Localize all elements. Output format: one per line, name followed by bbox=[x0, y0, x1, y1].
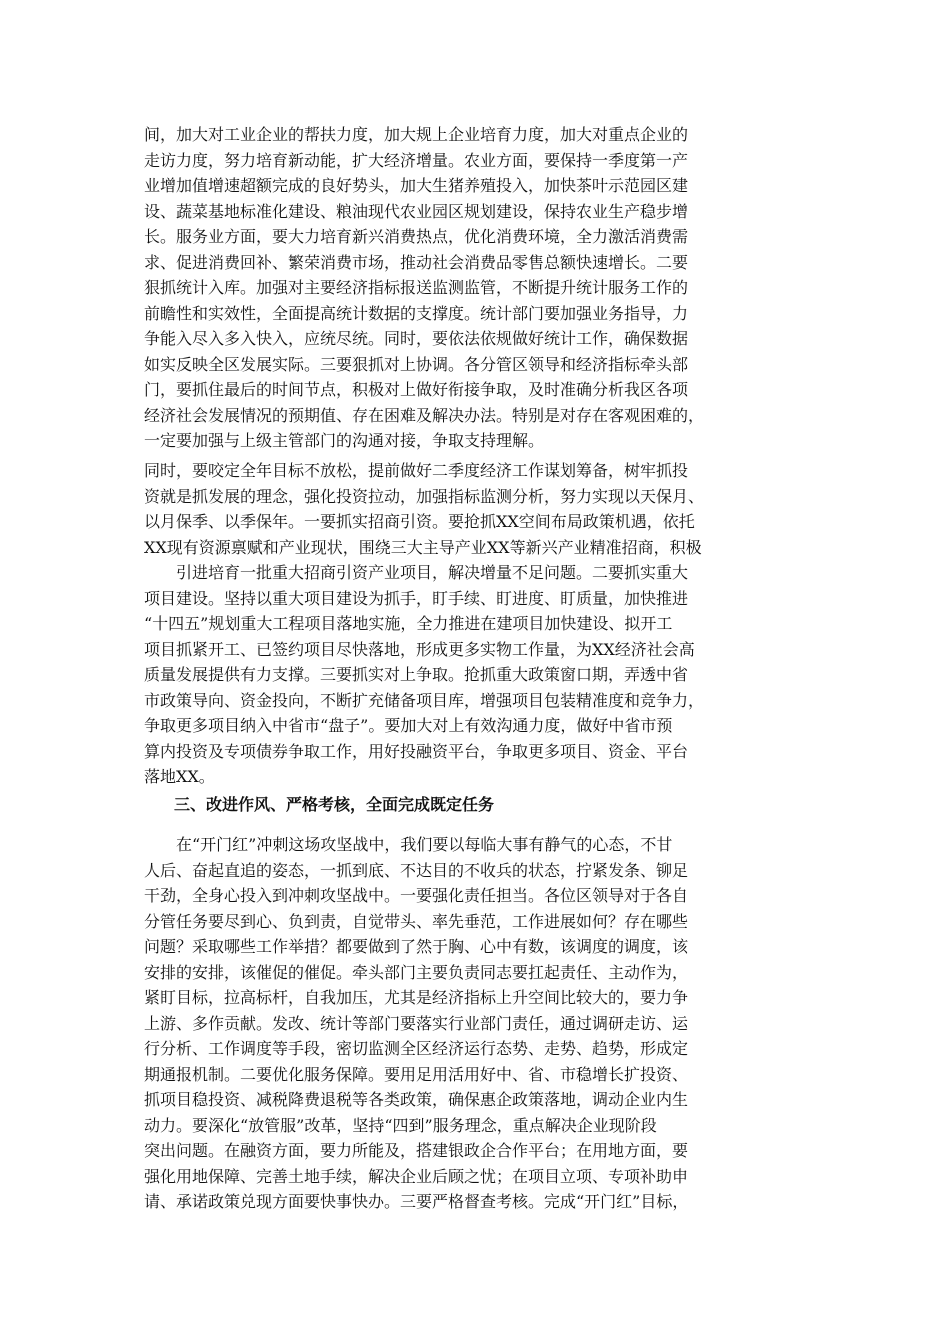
text-line: 经济社会发展情况的预期值、存在困难及解决办法。特别是对存在客观困难的， bbox=[144, 405, 705, 425]
text-line: 期通报机制。二要优化服务保障。要用足用活用好中、省、市稳增长扩投资、 bbox=[144, 1064, 689, 1084]
text-line: 业增加值增速超额完成的良好势头，加大生猪养殖投入，加快茶叶示范园区建 bbox=[144, 176, 689, 195]
text-line: 问题？采取哪些工作举措？都要做到了然于胸、心中有数，该调度的调度，该 bbox=[144, 937, 689, 956]
text-line: 人后、奋起直追的姿态，一抓到底、不达目的不收兵的状态，拧紧发条、铆足 bbox=[144, 860, 689, 880]
text-line: 走访力度，努力培育新动能，扩大经济增量。农业方面，要保持一季度第一产 bbox=[144, 150, 689, 170]
paragraph-2 bbox=[144, 458, 824, 790]
text-line: 争取更多项目纳入中省市“盘子”。要加大对上有效沟通力度，做好中省市预 bbox=[144, 716, 673, 735]
text-line: 紧盯目标，拉高标杆，自我加压，尤其是经济指标上升空间比较大的，要力争 bbox=[144, 988, 689, 1007]
text-line: 如实反映全区发展实际。三要狠抓对上协调。各分管区领导和经济指标牵头部 bbox=[144, 354, 689, 374]
text-line: 抓项目稳投资、减税降费退税等各类政策，确保惠企政策落地，调动企业内生 bbox=[144, 1090, 689, 1109]
text-line: 引进培育一批重大招商引资产业项目，解决增量不足问题。二要抓实重大 bbox=[176, 563, 689, 582]
section-heading: 三、改进作风、严格考核，全面完成既定任务 bbox=[174, 795, 495, 814]
text-line: 行分析、工作调度等手段，密切监测全区经济运行态势、走势、趋势，形成定 bbox=[144, 1039, 689, 1058]
text-line: 在“开门红”冲刺这场攻坚战中，我们要以每临大事有静气的心态，不甘 bbox=[176, 835, 673, 854]
text-line: 项目抓紧开工、已签约项目尽快落地，形成更多实物工作量，为XX经济社会高 bbox=[144, 639, 695, 659]
text-line: 设、蔬菜基地标准化建设、粮油现代农业园区规划建设，保持农业生产稳步增 bbox=[144, 201, 689, 221]
text-line: 请、承诺政策兑现方面要快事快办。三要严格督查考核。完成“开门红”目标， bbox=[144, 1192, 689, 1211]
text-line: 长。服务业方面，要大力培育新兴消费热点，优化消费环境，全力激活消费需 bbox=[144, 227, 689, 246]
text-line: 求、促进消费回补、繁荣消费市场，推动社会消费品零售总额快速增长。二要 bbox=[144, 252, 689, 272]
text-line: 突出问题。在融资方面，要力所能及，搭建银政企合作平台；在用地方面，要 bbox=[144, 1141, 689, 1160]
text-line: “十四五”规划重大工程项目落地实施，全力推进在建项目加快建设、拟开工 bbox=[144, 614, 673, 633]
text-line: 分管任务要尽到心、负到责，自觉带头、率先垂范，工作进展如何？存在哪些 bbox=[144, 911, 689, 931]
text-line: 间，加大对工业企业的帮扶力度，加大规上企业培育力度，加大对重点企业的 bbox=[144, 125, 689, 144]
text-line: 前瞻性和实效性，全面提高统计数据的支撑度。统计部门要加强业务指导，力 bbox=[144, 303, 689, 323]
text-line: 落地XX。 bbox=[144, 767, 215, 786]
text-line: 以月保季、以季保年。一要抓实招商引资。要抢抓XX空间布局政策机遇，依托 bbox=[144, 512, 695, 531]
text-line: 门，要抓住最后的时间节点，积极对上做好衔接争取，及时准确分析我区各项 bbox=[144, 380, 689, 399]
text-line: 争能入尽入多入快入，应统尽统。同时，要依法依规做好统计工作，确保数据 bbox=[144, 329, 689, 348]
paragraph-3 bbox=[144, 832, 824, 1215]
text-line: 安排的安排，该催促的催促。牵头部门主要负责同志要扛起责任、主动作为， bbox=[144, 962, 689, 982]
text-line: 质量发展提供有力支撑。三要抓实对上争取。抢抓重大政策窗口期，弄透中省 bbox=[144, 665, 689, 684]
text-line: 市政策导向、资金投向，不断扩充储备项目库，增强项目包装精准度和竞争力， bbox=[144, 690, 705, 710]
text-line: 项目建设。坚持以重大项目建设为抓手，盯手续、盯进度、盯质量，加快推进 bbox=[144, 588, 689, 608]
text-line: 资就是抓发展的理念，强化投资拉动，加强指标监测分析，努力实现以天保月、 bbox=[144, 486, 705, 506]
text-line: 同时，要咬定全年目标不放松，提前做好二季度经济工作谋划筹备，树牢抓投 bbox=[144, 461, 689, 480]
text-line: 动力。要深化“放管服”改革，坚持“四到”服务理念，重点解决企业现阶段 bbox=[144, 1115, 657, 1135]
text-line: 强化用地保障、完善土地手续，解决企业后顾之忧；在项目立项、专项补助申 bbox=[144, 1166, 689, 1186]
text-line: XX现有资源禀赋和产业现状，围绕三大主导产业XX等新兴产业精准招商，积极 bbox=[144, 537, 702, 557]
text-line: 一定要加强与上级主管部门的沟通对接，争取支持理解。 bbox=[144, 431, 545, 450]
text-line: 算内投资及专项债券争取工作，用好投融资平台，争取更多项目、资金、平台 bbox=[144, 741, 689, 761]
text-line: 上游、多作贡献。发改、统计等部门要落实行业部门责任，通过调研走访、运 bbox=[144, 1013, 689, 1033]
text-line: 狠抓统计入库。加强对主要经济指标报送监测监管，不断提升统计服务工作的 bbox=[144, 278, 689, 297]
paragraph-1 bbox=[144, 122, 824, 454]
text-line: 干劲，全身心投入到冲刺攻坚战中。一要强化责任担当。各位区领导对于各自 bbox=[144, 886, 689, 905]
